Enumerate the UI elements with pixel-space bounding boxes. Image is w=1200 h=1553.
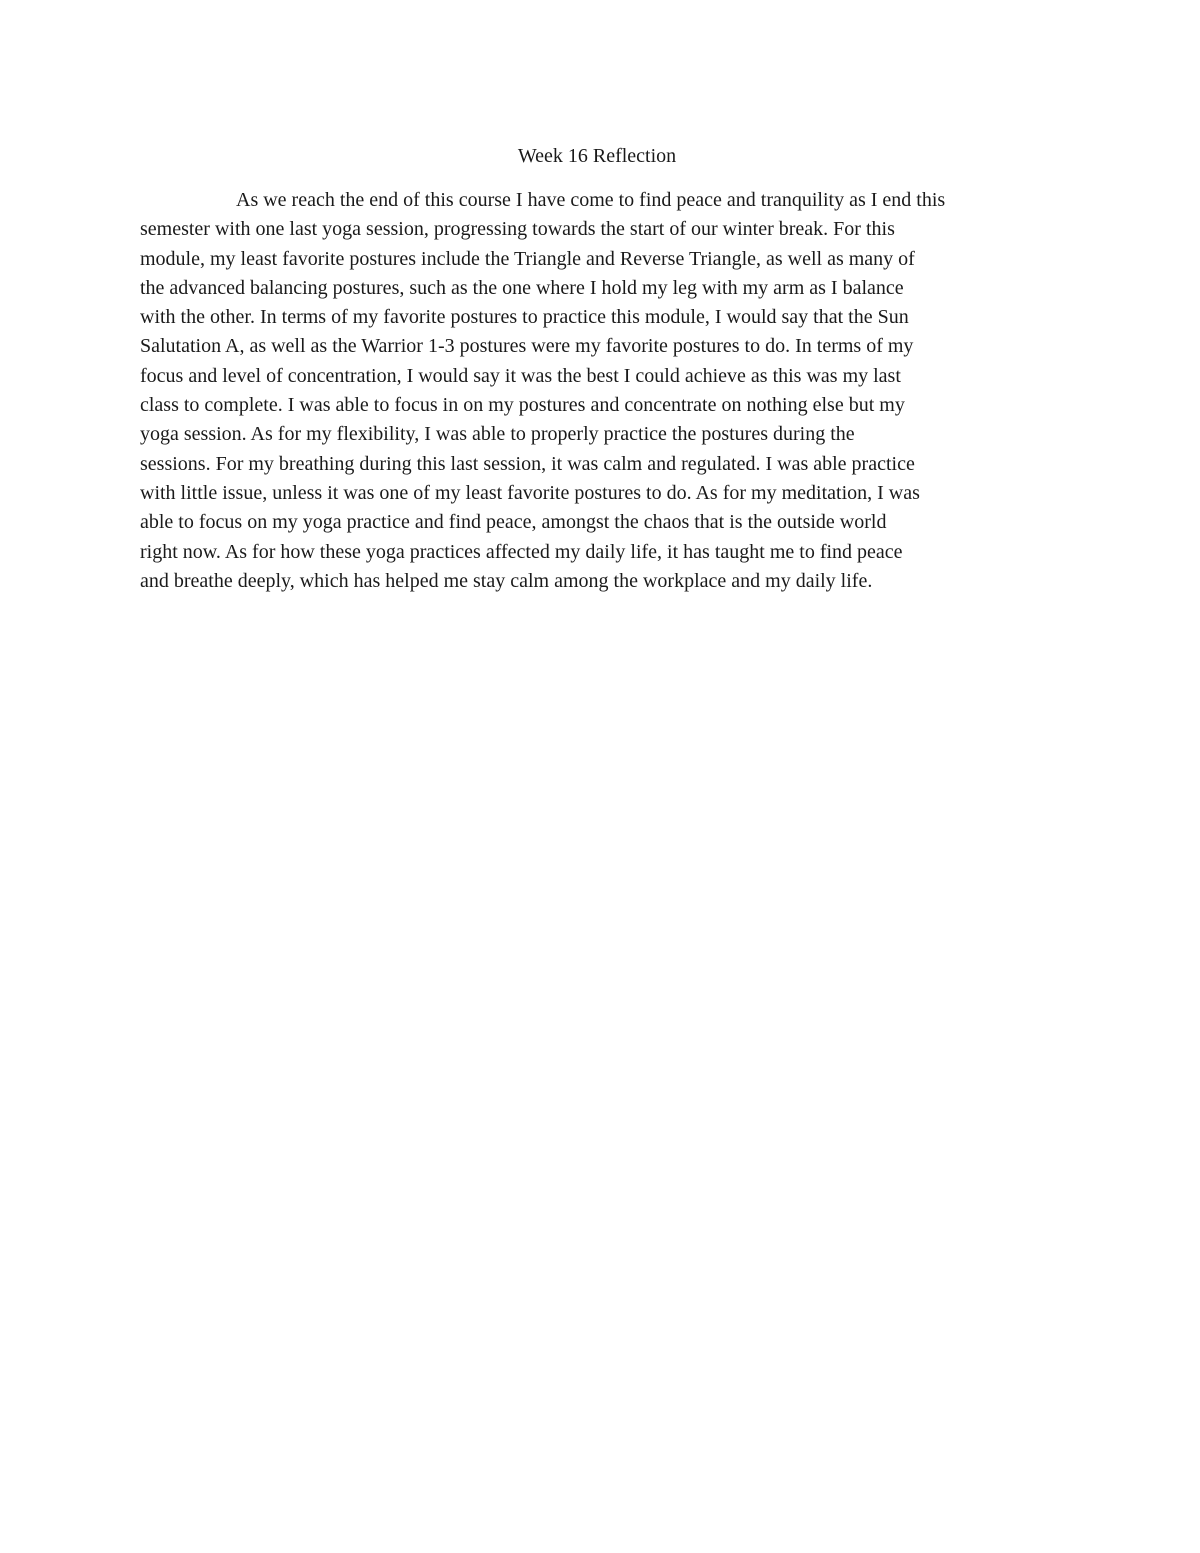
reflection-paragraph [140,186,1065,596]
paragraph-line: focus and level of concentration, I would say it was the best I could achieve as this was my last [140,364,901,387]
paragraph-line: sessions. For my breathing during this last session, it was calm and regulated. I was able practice [140,452,915,475]
paragraph-line: semester with one last yoga session, progressing towards the start of our winter break. For this [140,218,895,241]
paragraph-line: with little issue, unless it was one of my least favorite postures to do. As for my meditation, I was [140,481,920,504]
paragraph-line: module, my least favorite postures include the Triangle and Reverse Triangle, as well as many of [140,247,915,270]
paragraph-line: able to focus on my yoga practice and find peace, amongst the chaos that is the outside world [140,511,887,534]
paragraph-line: class to complete. I was able to focus in on my postures and concentrate on nothing else but my [140,394,905,417]
paragraph-line: Salutation A, as well as the Warrior 1-3 postures were my favorite postures to do. In terms of my [140,335,914,358]
paragraph-line: right now. As for how these yoga practices affected my daily life, it has taught me to find peace [140,540,903,563]
paragraph-line: the advanced balancing postures, such as the one where I hold my leg with my arm as I balance [140,276,904,299]
paragraph-line: and breathe deeply, which has helped me stay calm among the workplace and my daily life. [140,569,873,592]
paragraph-line: yoga session. As for my flexibility, I was able to properly practice the postures during the [140,423,855,446]
document-title: Week 16 Reflection [517,145,677,167]
paragraph-line: As we reach the end of this course I have come to find peace and tranquility as I end this [236,189,946,211]
paragraph-line: with the other. In terms of my favorite postures to practice this module, I would say that the Sun [140,306,909,329]
